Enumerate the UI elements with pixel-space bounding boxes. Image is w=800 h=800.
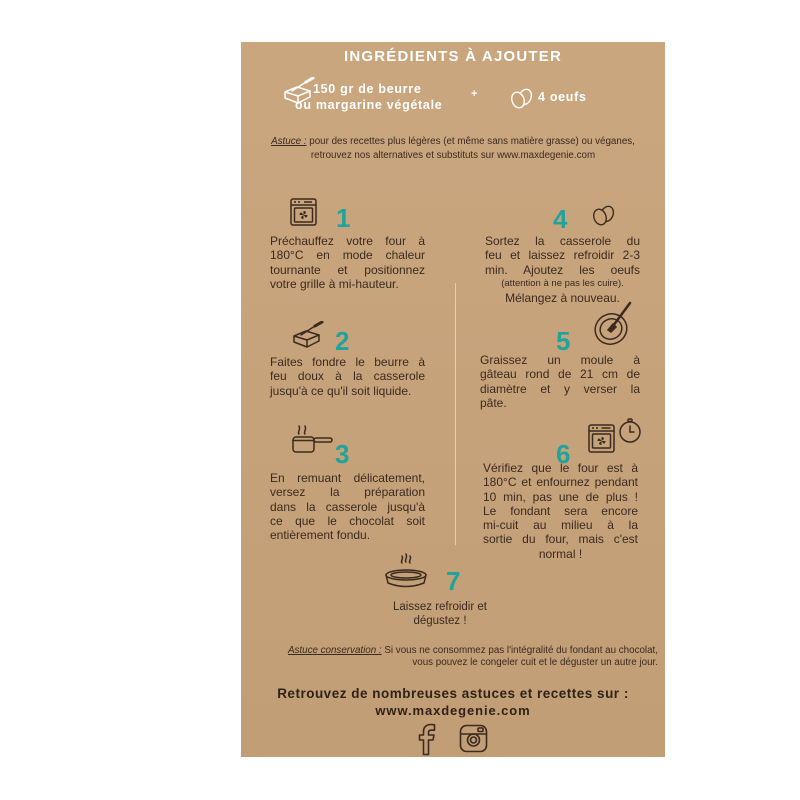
tip-label: Astuce : xyxy=(271,136,307,147)
step-4-number: 4 xyxy=(553,204,568,234)
tip-line-2: retrouvez nos alternatives et substituts sur www.maxdegenie.com xyxy=(310,150,596,161)
step-3-text xyxy=(270,471,425,542)
saucepan-icon xyxy=(291,424,334,455)
tip-text-1: pour des recettes plus légères (et même sans matière grasse) ou véganes, xyxy=(309,136,635,147)
step-text-line: Vérifiez que le four est à xyxy=(483,461,638,475)
step-text-line: Préchauffez votre four à xyxy=(270,234,425,248)
step-text-line: Sortez la casserole du xyxy=(485,234,640,248)
step-text-line: feu doux à la casserole xyxy=(270,369,425,384)
step-text-line: votre grille à mi-hauteur. xyxy=(270,276,399,291)
ingredient-butter-line-2: ou margarine végétale xyxy=(295,98,443,112)
step-text-line: min. Ajoutez les oeufs xyxy=(485,262,640,277)
step-text-line: En remuant délicatement, xyxy=(270,471,425,485)
step-text-line: tournante et positionnez xyxy=(270,262,425,277)
step-text-line: ce que le chocolat soit xyxy=(270,513,425,528)
ingredient-eggs: 4 oeufs xyxy=(538,90,587,104)
website-url: www.maxdegenie.com xyxy=(375,703,531,718)
step-text-line: 180°C en mode chaleur xyxy=(270,248,425,263)
instagram-icon xyxy=(459,724,488,753)
tip-line-1 xyxy=(241,136,665,148)
step-2-number: 2 xyxy=(335,326,350,356)
oven-timer-icon xyxy=(588,418,644,454)
plus-separator: + xyxy=(471,88,478,100)
step-5-number: 5 xyxy=(556,326,571,356)
step-text-line: (attention à ne pas les cuire). xyxy=(501,277,624,289)
step-text-line: dans la casserole jusqu'à xyxy=(270,499,425,514)
step-text-line: Le fondant sera encore xyxy=(483,503,638,518)
step-7-text xyxy=(380,600,500,629)
step-text-line: versez la préparation xyxy=(270,485,425,500)
step-1-number: 1 xyxy=(336,203,351,233)
step-text-line: feu et laissez refroidir 2-3 xyxy=(485,248,640,263)
step-6-number: 6 xyxy=(556,439,571,469)
step-text-line: Laissez refroidir et xyxy=(393,601,487,613)
oven-icon xyxy=(290,198,317,226)
step-text-line: Faites fondre le beurre à xyxy=(270,355,425,369)
step-text-line: 180°C et enfournez pendant xyxy=(483,475,638,490)
storage-tip-label: Astuce conservation : xyxy=(287,645,382,656)
butter-icon xyxy=(292,321,324,348)
step-text-line: Mélangez à nouveau. xyxy=(505,291,620,306)
step-text-line: dégustez ! xyxy=(413,615,467,628)
step-text-line: pâte. xyxy=(480,395,507,410)
step-6-text xyxy=(483,461,638,561)
step-text-line: normal ! xyxy=(538,546,583,561)
step-text-line: gâteau rond de 21 cm de xyxy=(480,367,640,382)
step-7-number: 7 xyxy=(446,566,461,596)
facebook-icon xyxy=(416,723,438,756)
eggs-icon xyxy=(591,203,615,227)
step-1-text xyxy=(270,234,425,291)
storage-tip-text-1: Si vous ne consommez pas l'intégralité du fondant au chocolat, xyxy=(384,645,658,656)
footer-text: Retrouvez de nombreuses astuces et recettes sur : xyxy=(277,686,629,701)
step-text-line: diamètre et y verser la xyxy=(480,381,640,396)
ingredient-butter-line-1: 150 gr de beurre xyxy=(313,82,422,96)
step-4-text xyxy=(485,234,640,305)
storage-tip-line-1 xyxy=(288,645,658,657)
recipe-card xyxy=(241,42,665,757)
step-text-line: Graissez un moule à xyxy=(480,353,640,367)
plate-icon xyxy=(384,553,428,591)
step-text-line: 10 min, pas une de plus ! xyxy=(483,489,638,504)
storage-tip-line-2: vous pouvez le congeler cuit et le déguster un autre jour. xyxy=(412,657,658,668)
step-text-line: mi-cuit au milieu à la xyxy=(483,518,638,533)
step-text-line: jusqu'à ce qu'il soit liquide. xyxy=(270,383,412,398)
column-divider xyxy=(455,283,456,545)
step-3-number: 3 xyxy=(335,439,350,469)
ingredients-title: INGRÉDIENTS À AJOUTER xyxy=(344,48,562,65)
cake-pan-icon xyxy=(593,299,635,347)
step-5-text xyxy=(480,353,640,410)
eggs-icon xyxy=(509,86,533,110)
step-text-line: entièrement fondu. xyxy=(270,528,371,543)
step-text-line: sortie du four, mais c'est xyxy=(483,532,638,547)
step-2-text xyxy=(270,355,425,398)
